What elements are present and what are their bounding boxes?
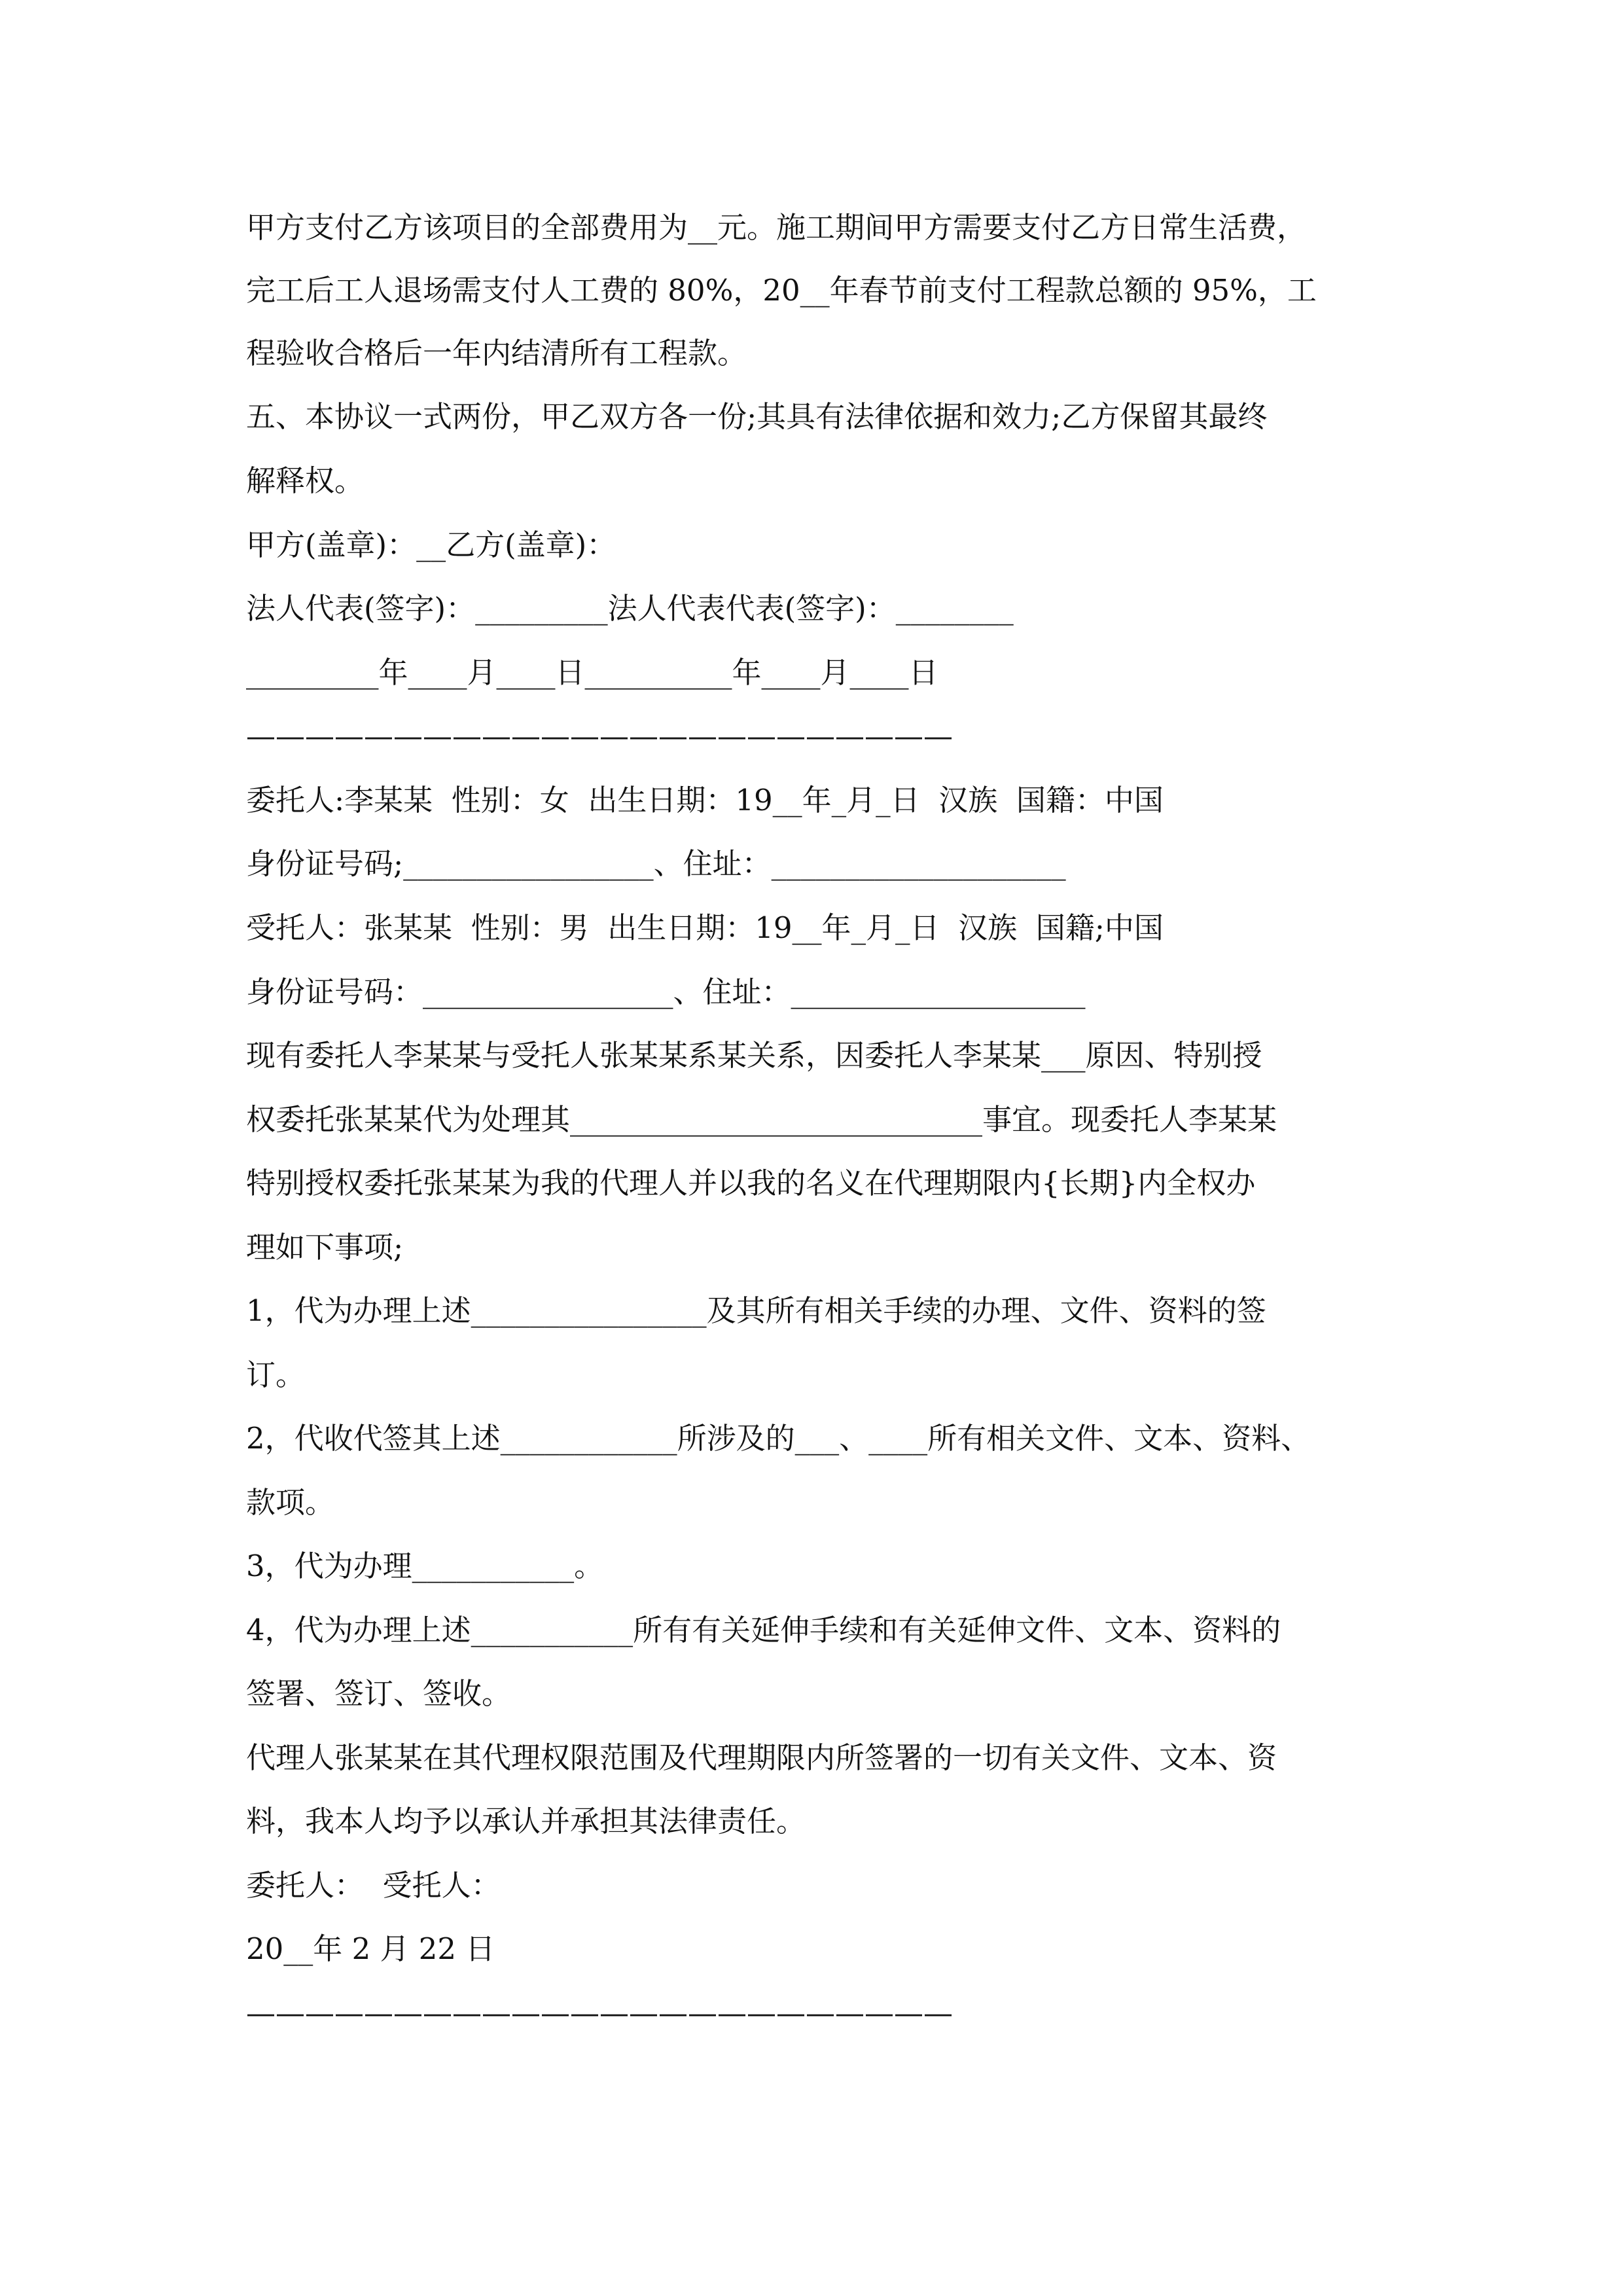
- item-2-line-1: 2，代收代签其上述____________所涉及的___、____所有相关文件、文本、资料、: [246, 1421, 1311, 1456]
- item-1-line-2: 订。: [246, 1357, 306, 1392]
- contract-payment-line-2: 完工后工人退场需支付人工费的 80%，20__年春节前支付工程款总额的 95%，工: [246, 273, 1317, 308]
- authorization-text-line-3: 特别授权委托张某某为我的代理人并以我的名义在代理期限内{长期}内全权办: [246, 1166, 1256, 1200]
- section-divider: ————————————————————————: [246, 719, 953, 753]
- liability-text-line-1: 代理人张某某在其代理权限范围及代理期限内所签署的一切有关文件、文本、资: [246, 1740, 1277, 1775]
- agent-id-address-line: 身份证号码：_________________、住址：____________________: [246, 975, 1086, 1009]
- item-1-line-1: 1，代为办理上述________________及其所有相关手续的办理、文件、资料的签: [246, 1293, 1266, 1328]
- legal-rep-signature-line: 法人代表(签字)：_________法人代表代表(签字)：________: [246, 591, 1014, 626]
- signatories-line: 委托人： 受托人：: [246, 1868, 501, 1903]
- liability-text-line-2: 料，我本人均予以承认并承担其法律责任。: [246, 1804, 806, 1839]
- contract-payment-line-3: 程验收合格后一年内结清所有工程款。: [246, 336, 747, 370]
- contract-clause-5-line-1: 五、本协议一式两份，甲乙双方各一份;其具有法律依据和效力;乙方保留其最终: [246, 399, 1268, 434]
- party-seal-line: 甲方(盖章)：__乙方(盖章)：: [246, 528, 616, 562]
- contract-date-line: _________年____月____日__________年____月____日: [246, 655, 938, 690]
- item-2-line-2: 款项。: [246, 1485, 335, 1520]
- item-3-line: 3，代为办理___________。: [246, 1549, 604, 1583]
- agent-info-line: 受托人：张某某 性别：男 出生日期：19__年_月_日 汉族 国籍;中国: [246, 910, 1164, 945]
- signature-date-line: 20__年 2 月 22 日: [246, 1931, 495, 1966]
- principal-id-address-line: 身份证号码;_________________、住址：____________________: [246, 846, 1066, 881]
- authorization-text-line-1: 现有委托人李某某与受托人张某某系某关系，因委托人李某某___原因、特别授: [246, 1038, 1262, 1073]
- item-4-line-2: 签署、签订、签收。: [246, 1676, 512, 1711]
- authorization-text-line-4: 理如下事项;: [246, 1230, 404, 1265]
- closing-divider: ————————————————————————: [246, 1996, 953, 2030]
- contract-clause-5-line-2: 解释权。: [246, 463, 365, 498]
- authorization-text-line-2: 权委托张某某代为处理其____________________________事宜。现委托人李某某: [246, 1102, 1277, 1137]
- item-4-line-1: 4，代为办理上述___________所有有关延伸手续和有关延伸文件、文本、资料的: [246, 1613, 1281, 1647]
- contract-payment-line-1: 甲方支付乙方该项目的全部费用为__元。施工期间甲方需要支付乙方日常生活费，: [246, 210, 1307, 245]
- principal-info-line: 委托人:李某某 性别：女 出生日期：19__年_月_日 汉族 国籍：中国: [246, 783, 1164, 817]
